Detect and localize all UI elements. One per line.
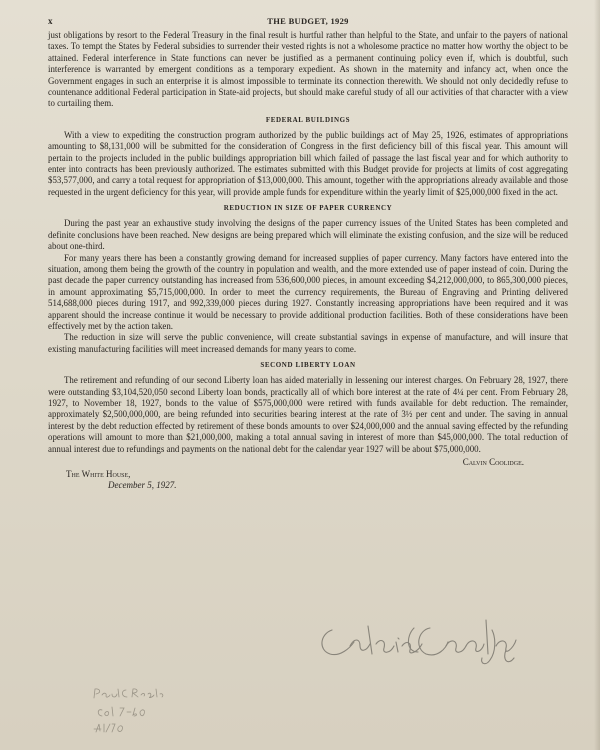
federal-buildings-paragraph: With a view to expediting the construction program authorized by the public buildings act of May 25, 1926, estimates of appropriations amounting to $8,131,000 will be submitted for the consideration of Congress in the first deficiency bill of this fiscal year. This amount will pertain to the projects included in the public buildings appropriation bill which failed of passage the last fiscal year and for which authority to enter into contracts has been previously authorized. The estimates submitted with this Budget provide for projects at limits of cost aggregating $53,577,000, and carry a total request for appropriation of $13,000,000. This amount, together with the appropriations already available and those requested in the urgent deficiency for this year, will provide ample funds for expenditure within the yearly limit of $25,000,000 fixed in the act.: [48, 129, 568, 197]
pencil-annotation: [90, 686, 170, 736]
intro-paragraph: just obligations by resort to the Federal Treasury in the final result is hurtful rather than helpful to the State, and unfair to the payers of national taxes. To tempt the States by Federal subsidies to surrender their vested rights is not a wholesome practice no matter how worthy the object to be attained. Federal interference in State functions can never be justified as a permanent continuing policy even if, which is doubtful, such interference is warranted by emergent conditions as a temporary expedient. As shown in the maternity and infancy act, when once the Government engages in such an enterprise it is almost impossible to terminate its connection therewith. We should not only decidedly refuse to countenance additional Federal participation in State-aid projects, but should make careful study of all our activities of that character with a view to curtailing them.: [48, 30, 568, 109]
handwritten-signature: [310, 608, 530, 668]
page-number: x: [48, 16, 53, 26]
closing-place: The White House,: [66, 469, 131, 479]
running-header: [48, 14, 568, 30]
paper-currency-paragraph-1: During the past year an exhaustive study involving the designs of the paper currency issues of the United States has been completed and definite conclusions have been reached. New designs are being prepared which will eliminate the existing confusion, and the size will be reduced about one-third.: [48, 218, 568, 252]
section-heading-liberty-loan: SECOND LIBERTY LOAN: [260, 361, 356, 370]
header-title: THE BUDGET, 1929: [267, 16, 349, 26]
paper-currency-paragraph-2: For many years there has been a constantly growing demand for increased supplies of paper currency. Many factors have entered into the situation, among them being the growth of the country in population and wealth, and the more extended use of paper instead of coin. During the past decade the paper currency outstanding has increased from 536,600,000 pieces, in amount exceeding $4,212,000,000, to 865,300,000 pieces, in amount approximating $5,715,000,000. In order to meet the currency requirements, the Bureau of Engraving and Printing delivered 514,688,000 pieces during 1917, and 992,339,000 pieces during 1927. Constantly increasing appropriations have been required and it was apparent should the increase continue it would be necessary to provide additional production facilities. Both of these considerations have been effectively met by the action taken.: [48, 252, 568, 331]
signature-strokes: [310, 608, 530, 668]
closing-date: December 5, 1927.: [108, 480, 177, 490]
signer-name: Calvin Coolidge.: [462, 457, 524, 467]
pencil-annotation-strokes: [90, 686, 170, 736]
section-heading-paper-currency: REDUCTION IN SIZE OF PAPER CURRENCY: [223, 204, 393, 213]
paper-currency-paragraph-3: The reduction in size will serve the public convenience, will create substantial savings in expense of manufacture, and will insure that existing manufacturing facilities will meet increased demands for many years to come.: [48, 332, 568, 354]
page-edge-shadow: [594, 0, 600, 750]
liberty-loan-paragraph: The retirement and refunding of our second Liberty loan has aided materially in lessening our interest charges. On February 28, 1927, there were outstanding $3,104,520,050 second Liberty loan bonds, practically all of which bore interest at the rate of 4¼ per cent. From February 28, 1927, to November 18, 1927, bonds to the value of $575,000,000 were retired with funds available for debt reduction. The remainder, approximately $2,500,000,000, are being refunded into securities bearing interest at the rate of 3½ per cent and under. The saving in annual interest by the debt reduction effected by retirement of these bonds amounts to over $24,000,000 and the annual saving effected by the refunding operations will amount to more than $21,000,000, making a total annual saving in interest of more than $45,000,000. The total reduction of annual interest due to refundings and payments on the national debt for the calendar year 1927 will be about $75,000,000.: [48, 375, 568, 454]
section-heading-federal-buildings: FEDERAL BUILDINGS: [265, 115, 351, 124]
